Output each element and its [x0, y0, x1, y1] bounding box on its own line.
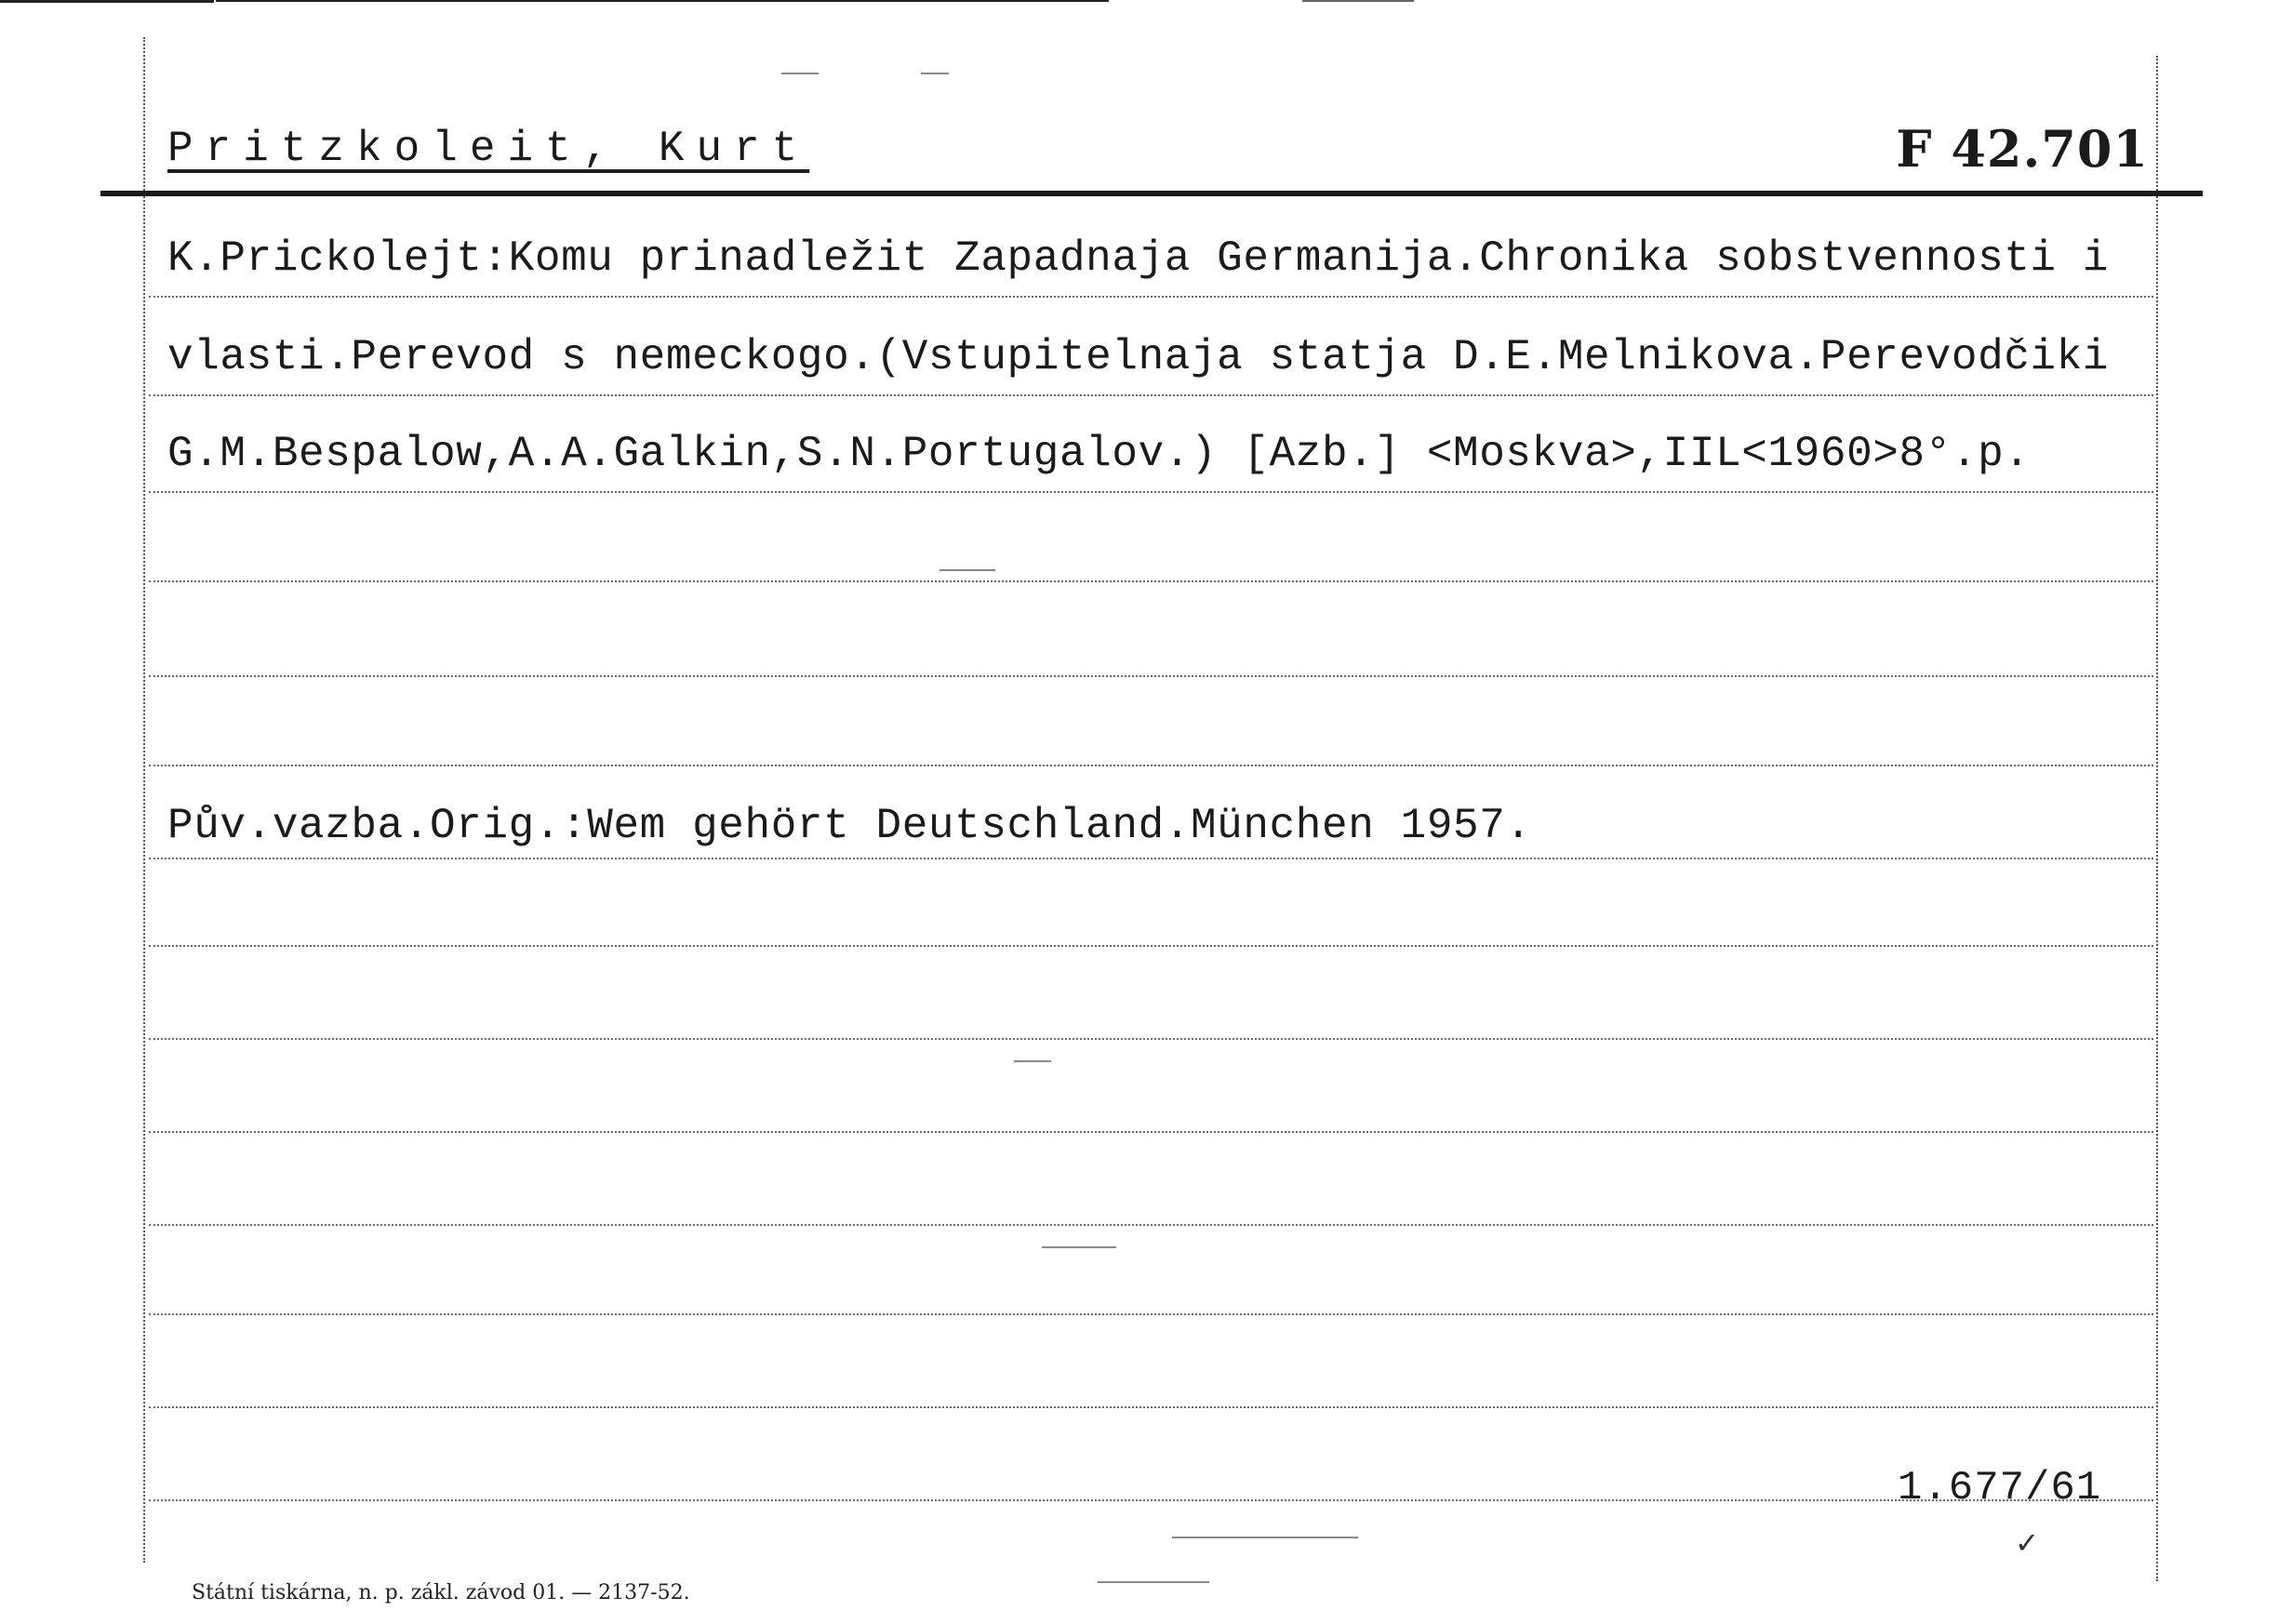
scan-speck	[1098, 1581, 1209, 1583]
right-margin-line	[2156, 56, 2158, 1581]
ruled-line	[149, 1131, 2153, 1133]
ruled-line	[149, 858, 2153, 859]
call-number: F 42.701	[1896, 119, 2149, 179]
description-line: G.M.Bespalow,A.A.Galkin,S.N.Portugalov.) [Azb.] <Moskva>,IIL<1960>8°.p.	[167, 430, 2031, 478]
scan-speck	[1042, 1246, 1116, 1248]
printer-imprint: Státní tiskárna, n. p. zákl. závod 01. — 2137-52.	[192, 1581, 690, 1604]
top-edge-line	[216, 0, 1109, 2]
check-mark-icon: ✓	[2017, 1525, 2037, 1564]
ruled-line	[149, 1038, 2153, 1040]
ruled-line	[149, 945, 2153, 947]
scan-speck	[921, 73, 949, 74]
ruled-line	[149, 394, 2153, 396]
ruled-line	[149, 1224, 2153, 1226]
top-edge-line	[1302, 0, 1414, 2]
description-line: vlasti.Perevod s nemeckogo.(Vstupitelnaja statja D.E.Melnikova.Perevodčiki	[167, 333, 2110, 381]
ruled-line	[149, 580, 2153, 582]
ruled-line	[149, 765, 2153, 766]
scan-speck	[781, 73, 819, 74]
ruled-line	[149, 1499, 2153, 1501]
ruled-line	[149, 675, 2153, 677]
top-edge-line	[0, 0, 214, 3]
ruled-line	[149, 1313, 2153, 1315]
scan-speck	[1014, 1060, 1051, 1062]
heading-rule	[100, 191, 2203, 196]
accession-number: 1.677/61	[1898, 1465, 2102, 1511]
original-title-note: Pův.vazba.Orig.:Wem gehört Deutschland.München 1957.	[167, 802, 1532, 850]
heading-row	[167, 119, 2149, 190]
author-heading: Pritzkoleit, Kurt	[167, 125, 810, 173]
scan-speck	[939, 569, 995, 571]
ruled-line	[149, 1406, 2153, 1408]
scan-speck	[1172, 1537, 1358, 1538]
ruled-line	[149, 491, 2153, 493]
description-line: K.Prickolejt:Komu prinadležit Zapadnaja Germanija.Chronika sobstvennosti i	[167, 234, 2110, 283]
left-margin-line	[143, 37, 145, 1563]
ruled-line	[149, 296, 2153, 298]
